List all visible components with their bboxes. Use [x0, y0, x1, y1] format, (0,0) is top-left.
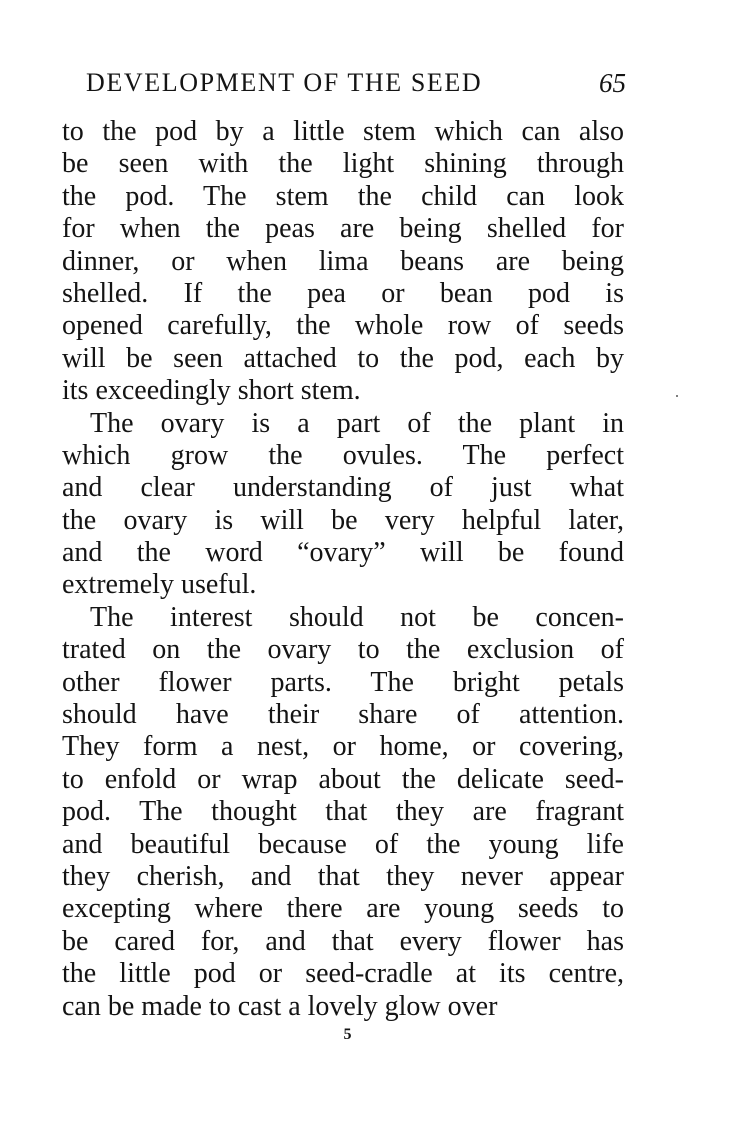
- text-line: can be made to cast a lovely glow over: [62, 990, 498, 1022]
- paragraph: [62, 116, 624, 408]
- text-line: The ovary is a part of the plant in: [90, 407, 624, 439]
- text-line: the pod. The stem the child can look: [62, 180, 624, 212]
- text-line: its exceedingly short stem.: [62, 375, 361, 407]
- text-line: dinner, or when lima beans are being: [62, 245, 624, 277]
- text-line: extremely useful.: [62, 569, 257, 601]
- text-line: other flower parts. The bright petals: [62, 666, 624, 698]
- text-line: They form a nest, or home, or covering,: [62, 731, 624, 763]
- chapter-title: DEVELOPMENT OF THE SEED: [86, 68, 483, 97]
- text-line: opened carefully, the whole row of seeds: [62, 310, 624, 342]
- text-line: and the word “ovary” will be found: [62, 537, 624, 569]
- text-line: for when the peas are being shelled for: [62, 213, 624, 245]
- page-number: 65: [599, 68, 626, 98]
- text-line: they cherish, and that they never appear: [62, 860, 624, 892]
- text-line: should have their share of attention.: [62, 699, 624, 731]
- paragraph: [62, 602, 624, 1023]
- text-line: to enfold or wrap about the delicate seed-: [62, 763, 624, 795]
- paragraph: [62, 408, 624, 602]
- text-line: the ovary is will be very helpful later,: [62, 504, 624, 536]
- text-line: be seen with the light shining through: [62, 148, 624, 180]
- running-head: [86, 68, 626, 104]
- signature-number: 5: [343, 1026, 352, 1043]
- text-line: The interest should not be concen-: [90, 601, 624, 633]
- text-line: trated on the ovary to the exclusion of: [62, 634, 624, 666]
- signature-mark: [0, 1026, 743, 1044]
- text-line: which grow the ovules. The perfect: [62, 439, 624, 471]
- page-speck: [676, 395, 678, 397]
- text-line: to the pod by a little stem which can also: [62, 116, 624, 147]
- text-line: the little pod or seed-cradle at its centre,: [62, 958, 624, 990]
- text-line: shelled. If the pea or bean pod is: [62, 277, 624, 309]
- text-line: and clear understanding of just what: [62, 472, 624, 504]
- text-line: be cared for, and that every flower has: [62, 925, 624, 957]
- text-line: pod. The thought that they are fragrant: [62, 796, 624, 828]
- text-line: will be seen attached to the pod, each by: [62, 342, 624, 374]
- body-text: [62, 116, 624, 1023]
- text-line: and beautiful because of the young life: [62, 828, 624, 860]
- text-line: excepting where there are young seeds to: [62, 893, 624, 925]
